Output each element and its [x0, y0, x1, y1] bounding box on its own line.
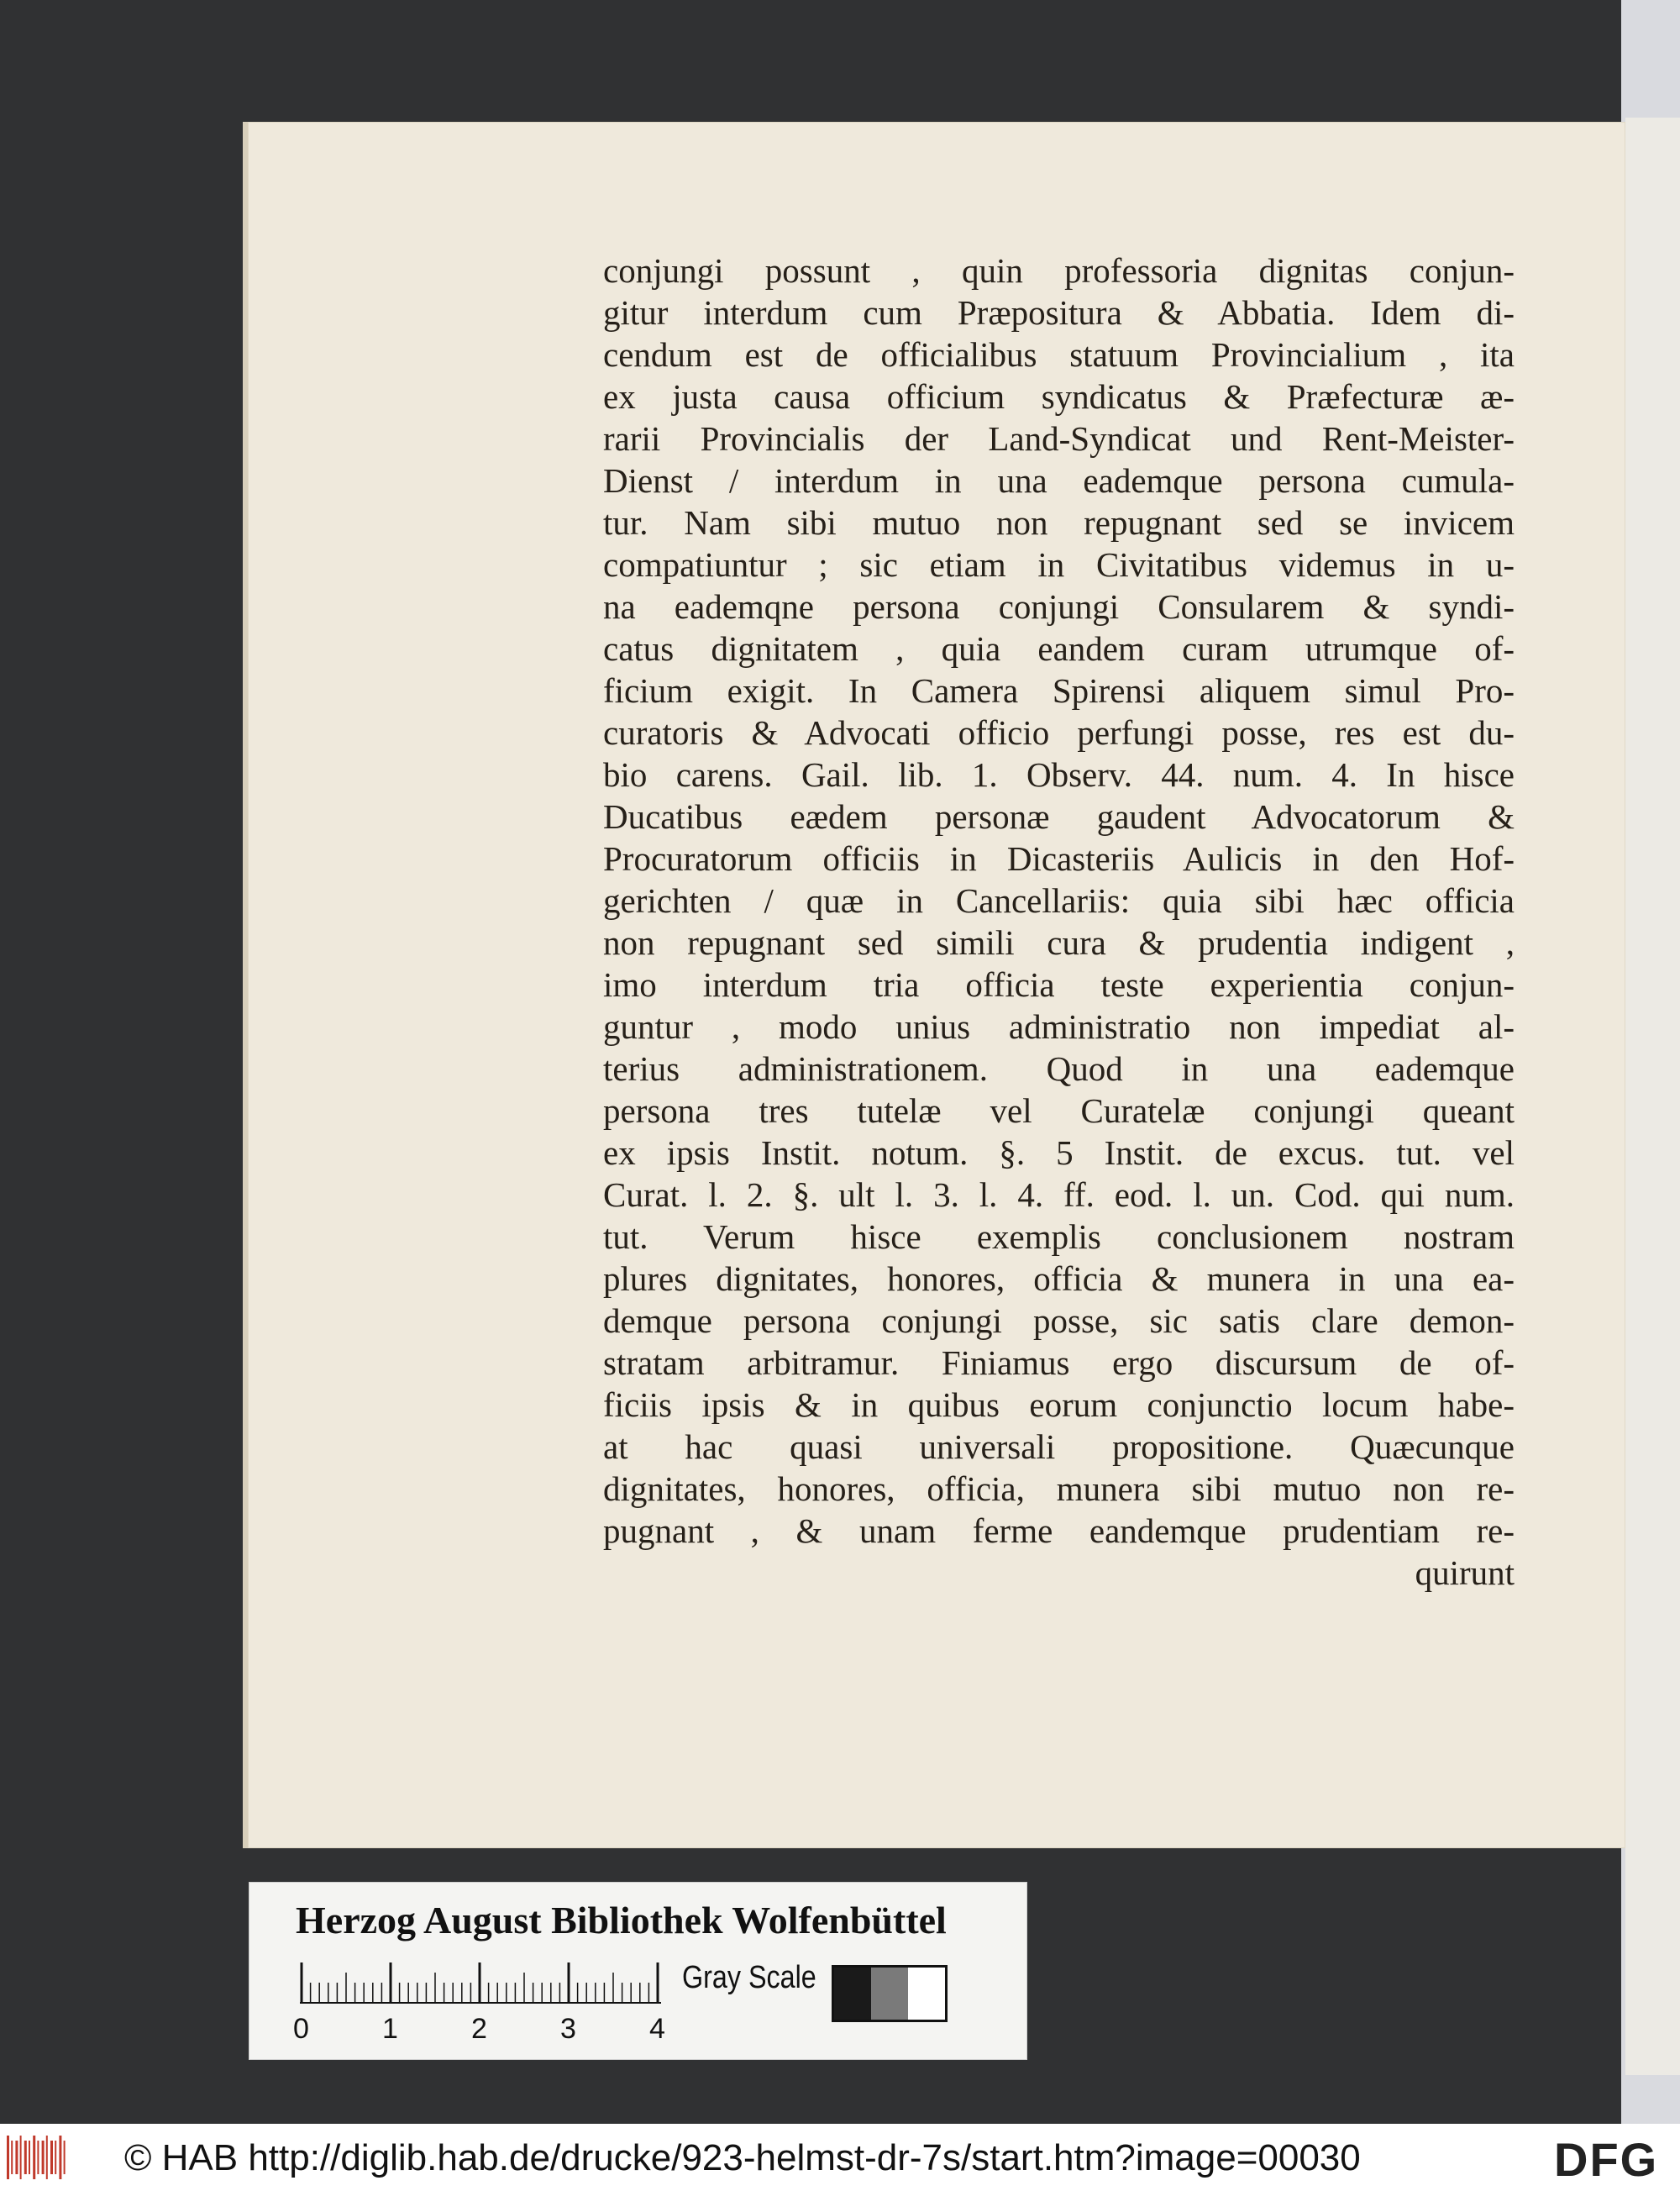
- text-line: non repugnant sed simili cura & prudentia indigent ,: [603, 923, 1515, 962]
- barcode-bar: [15, 2141, 18, 2174]
- text-line: at hac quasi universali propositione. Quæcunque: [603, 1427, 1515, 1466]
- barcode-bar: [33, 2136, 35, 2179]
- text-line: curatoris & Advocati officio perfungi posse, res est du-: [603, 713, 1515, 752]
- text-line: persona tres tutelæ vel Curatelæ conjungi queant: [603, 1091, 1515, 1130]
- text-line: rarii Provincialis der Land-Syndicat und Rent-Meister-: [603, 419, 1515, 458]
- text-line: imo interdum tria officia teste experientia conjun-: [603, 965, 1515, 1004]
- barcode-bar: [7, 2136, 9, 2179]
- text-line: guntur , modo unius administratio non impediat al-: [603, 1007, 1515, 1046]
- page-text-block: [603, 250, 1515, 1594]
- barcode-bar: [42, 2141, 45, 2174]
- barcode-bar: [50, 2141, 53, 2174]
- text-line: na eademqne persona conjungi Consularem & syndi-: [603, 587, 1515, 626]
- text-line: ex justa causa officium syndicatus & Præfecturæ æ-: [603, 377, 1515, 416]
- barcode-bar: [24, 2141, 27, 2174]
- barcode-bar: [37, 2141, 39, 2174]
- library-name: Herzog August Bibliothek Wolfenbüttel: [296, 1899, 947, 1941]
- gray-scale-label: Gray Scale: [682, 1960, 816, 1995]
- adjacent-page: [1625, 118, 1680, 2075]
- footer-bar: [0, 2124, 1680, 2191]
- barcode-bar: [55, 2141, 56, 2174]
- ruler-number: 2: [471, 2013, 487, 2045]
- text-line: Curat. l. 2. §. ult l. 3. l. 4. ff. eod. l. un. Cod. qui num.: [603, 1175, 1515, 1214]
- text-line: gerichten / quæ in Cancellariis: quia sibi hæc officia: [603, 881, 1515, 920]
- barcode-bar: [20, 2136, 22, 2179]
- text-line: terius administrationem. Quod in una eademque: [603, 1049, 1515, 1088]
- barcode-bar: [64, 2141, 66, 2174]
- ruler-number: 0: [293, 2013, 309, 2045]
- barcode-bar: [46, 2136, 48, 2179]
- gray-scale-swatches: [832, 1965, 948, 2022]
- gray-swatch: [834, 1968, 871, 2020]
- text-line: catus dignitatem , quia eandem curam utrumque of-: [603, 629, 1515, 668]
- copyright-url[interactable]: © HAB http://diglib.hab.de/drucke/923-helmst-dr-7s/start.htm?image=00030: [124, 2137, 1361, 2178]
- text-line: cendum est de officialibus statuum Provincialium , ita: [603, 335, 1515, 374]
- gray-swatch: [871, 1968, 908, 2020]
- text-line: plures dignitates, honores, officia & munera in una ea-: [603, 1259, 1515, 1298]
- text-line: tut. Verum hisce exemplis conclusionem nostram: [603, 1217, 1515, 1256]
- catchword: quirunt: [1415, 1553, 1515, 1592]
- text-line: Ducatibus eædem personæ gaudent Advocatorum &: [603, 797, 1515, 836]
- text-line: demque persona conjungi posse, sic satis clare demon-: [603, 1301, 1515, 1340]
- text-line: Dienst / interdum in una eademque persona cumula-: [603, 461, 1515, 500]
- ruler-number: 3: [560, 2013, 576, 2045]
- dfg-logo: DFG: [1554, 2133, 1659, 2186]
- text-line: gitur interdum cum Præpositura & Abbatia. Idem di-: [603, 293, 1515, 332]
- barcode-icon: [7, 2136, 69, 2179]
- color-reference-card: [249, 1882, 1027, 2060]
- text-line: dignitates, honores, officia, munera sibi mutuo non re-: [603, 1469, 1515, 1508]
- text-line: ex ipsis Instit. notum. §. 5 Instit. de excus. tut. vel: [603, 1133, 1515, 1172]
- gray-swatch: [908, 1968, 945, 2020]
- text-line: Procuratorum officiis in Dicasteriis Aulicis in den Hof-: [603, 839, 1515, 878]
- text-line: bio carens. Gail. lib. 1. Observ. 44. num. 4. In hisce: [603, 755, 1515, 794]
- ruler-number: 4: [649, 2013, 665, 2045]
- text-line: ficiis ipsis & in quibus eorum conjunctio locum habe-: [603, 1385, 1515, 1424]
- measurement-ruler: [300, 1962, 661, 2004]
- barcode-bar: [29, 2141, 30, 2174]
- ruler-number: 1: [382, 2013, 398, 2045]
- barcode-bar: [11, 2141, 13, 2174]
- text-line: conjungi possunt , quin professoria dignitas conjun-: [603, 251, 1515, 290]
- text-line: ficium exigit. In Camera Spirensi aliquem simul Pro-: [603, 671, 1515, 710]
- text-line: compatiuntur ; sic etiam in Civitatibus videmus in u-: [603, 545, 1515, 584]
- book-page: [248, 122, 1625, 1848]
- ruler-numbers: [293, 2013, 663, 2047]
- text-line: pugnant , & unam ferme eandemque prudentiam re-: [603, 1511, 1515, 1550]
- barcode-bar: [59, 2136, 61, 2179]
- text-line: stratam arbitramur. Finiamus ergo discursum de of-: [603, 1343, 1515, 1382]
- text-line: tur. Nam sibi mutuo non repugnant sed se invicem: [603, 503, 1515, 542]
